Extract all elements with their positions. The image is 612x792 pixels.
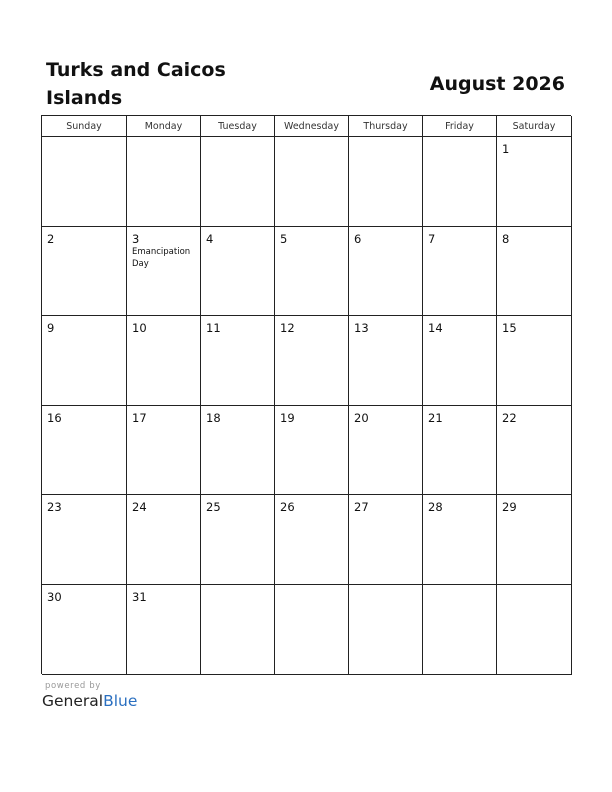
day-number: 31 [132,589,147,604]
day-cell [423,406,497,496]
day-cell [127,227,201,317]
day-cell [275,316,349,406]
holiday-label: Emancipation Day [132,246,191,269]
day-cell [497,585,572,675]
day-cell [42,316,127,406]
day-number: 8 [502,231,510,246]
day-number: 9 [47,321,55,336]
day-number: 30 [47,589,62,604]
day-cell [349,316,423,406]
day-number: 20 [354,410,369,425]
weekday-header-saturday: Saturday [497,116,572,137]
day-cell [497,137,572,227]
day-number: 13 [354,321,369,336]
weekday-header-monday: Monday [127,116,201,137]
day-cell [127,406,201,496]
day-cell [127,316,201,406]
day-number: 4 [206,231,214,246]
day-cell [275,585,349,675]
day-cell [349,227,423,317]
day-cell [201,227,275,317]
month-year-title: August 2026 [429,73,565,95]
weekday-header-friday: Friday [423,116,497,137]
day-number: 25 [206,500,221,515]
brand-general-text: General [42,692,104,710]
day-number: 21 [428,410,443,425]
day-number: 23 [47,500,62,515]
day-cell [42,585,127,675]
powered-by-label: powered by [45,681,101,691]
day-number: 24 [132,500,147,515]
generalblue-logo[interactable] [42,692,137,710]
day-cell [201,137,275,227]
day-number: 19 [280,410,295,425]
day-cell [423,316,497,406]
weekday-header-sunday: Sunday [42,116,127,137]
day-cell [497,495,572,585]
day-number: 7 [428,231,436,246]
day-number: 22 [502,410,517,425]
day-cell [127,585,201,675]
day-cell [423,137,497,227]
day-number: 1 [502,142,510,156]
country-title: Turks and Caicos Islands [46,59,226,109]
day-number: 10 [132,321,147,336]
day-cell [349,585,423,675]
day-cell [42,227,127,317]
day-cell [275,406,349,496]
day-cell [201,585,275,675]
day-number: 6 [354,231,362,246]
day-cell [42,137,127,227]
weekday-header-thursday: Thursday [349,116,423,137]
day-cell [127,495,201,585]
day-number: 12 [280,321,295,336]
weekday-header-wednesday: Wednesday [275,116,349,137]
day-cell [42,406,127,496]
day-cell [497,316,572,406]
day-cell [423,227,497,317]
day-number: 14 [428,321,443,336]
day-number: 16 [47,410,62,425]
day-number: 26 [280,500,295,515]
day-number: 15 [502,321,517,336]
day-cell [423,495,497,585]
day-cell [349,137,423,227]
day-cell [497,227,572,317]
day-number: 2 [47,231,55,246]
day-number: 27 [354,500,369,515]
day-cell [275,495,349,585]
brand-blue-text: Blue [103,692,138,710]
day-number: 28 [428,500,443,515]
day-cell [127,137,201,227]
day-cell [497,406,572,496]
day-number: 3 [132,231,140,246]
calendar-grid [41,115,571,674]
footer [42,681,137,710]
day-number: 5 [280,231,288,246]
weekday-header-tuesday: Tuesday [201,116,275,137]
day-cell [201,316,275,406]
day-cell [349,406,423,496]
day-cell [423,585,497,675]
day-cell [201,406,275,496]
day-number: 29 [502,500,517,515]
day-cell [275,137,349,227]
day-cell [275,227,349,317]
day-cell [42,495,127,585]
day-number: 17 [132,410,147,425]
day-number: 18 [206,410,221,425]
day-number: 11 [206,321,221,336]
day-cell [201,495,275,585]
day-cell [349,495,423,585]
